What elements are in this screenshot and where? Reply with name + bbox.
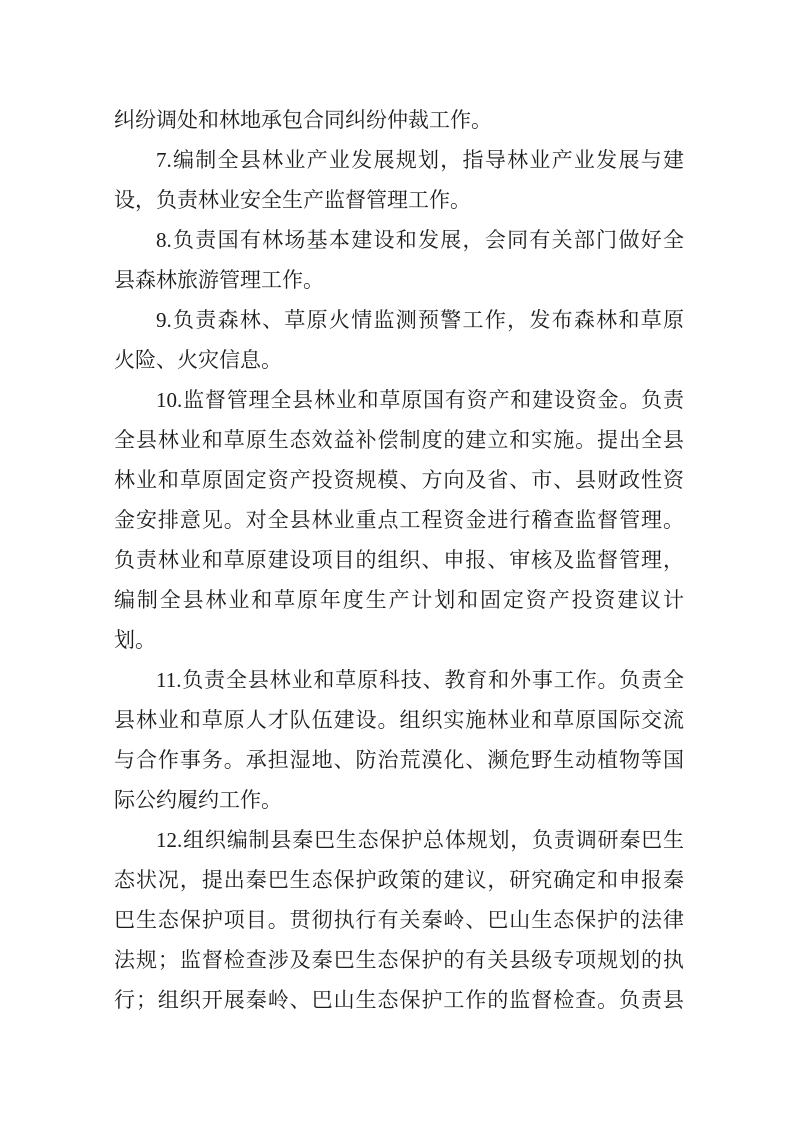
text-line: 编制全县林业和草原年度生产计划和固定资产投资建议计 xyxy=(114,588,684,612)
text-line: 10.监督管理全县林业和草原国有资产和建设资金。负责 xyxy=(156,388,684,412)
text-line: 8.负责国有林场基本建设和发展，会同有关部门做好全 xyxy=(156,228,684,252)
text-line: 12.组织编制县秦巴生态保护总体规划，负责调研秦巴生 xyxy=(156,828,684,852)
text-line: 县林业和草原人才队伍建设。组织实施林业和草原国际交流 xyxy=(114,708,684,732)
text-line: 巴生态保护项目。贯彻执行有关秦岭、巴山生态保护的法律 xyxy=(114,908,684,932)
text-line: 际公约履约工作。 xyxy=(114,788,282,812)
text-line: 与合作事务。承担湿地、防治荒漠化、濒危野生动植物等国 xyxy=(114,748,684,772)
paragraph xyxy=(114,380,684,660)
text-line: 负责林业和草原建设项目的组织、申报、审核及监督管理， xyxy=(114,548,684,572)
text-line: 全县林业和草原生态效益补偿制度的建立和实施。提出全县 xyxy=(114,428,684,452)
text-line: 11.负责全县林业和草原科技、教育和外事工作。负责全 xyxy=(156,668,684,692)
text-line: 林业和草原固定资产投资规模、方向及省、市、县财政性资 xyxy=(114,468,684,492)
text-line: 法规；监督检查涉及秦巴生态保护的有关县级专项规划的执 xyxy=(114,948,684,972)
text-line: 设，负责林业安全生产监督管理工作。 xyxy=(114,188,471,212)
paragraph xyxy=(114,220,684,300)
paragraph xyxy=(114,660,684,820)
paragraph xyxy=(114,820,684,1020)
text-line: 金安排意见。对全县林业重点工程资金进行稽查监督管理。 xyxy=(114,508,684,532)
paragraph xyxy=(114,100,684,140)
text-line: 态状况，提出秦巴生态保护政策的建议，研究确定和申报秦 xyxy=(114,868,684,892)
text-line: 火险、火灾信息。 xyxy=(114,348,282,372)
document-body xyxy=(114,100,684,1020)
text-line: 纠纷调处和林地承包合同纠纷仲裁工作。 xyxy=(114,108,492,132)
text-line: 行；组织开展秦岭、巴山生态保护工作的监督检查。负责县 xyxy=(114,988,684,1012)
paragraph xyxy=(114,300,684,380)
text-line: 县森林旅游管理工作。 xyxy=(114,268,324,292)
paragraph xyxy=(114,140,684,220)
text-line: 划。 xyxy=(114,628,156,652)
text-line: 7.编制全县林业产业发展规划，指导林业产业发展与建 xyxy=(156,148,684,172)
text-line: 9.负责森林、草原火情监测预警工作，发布森林和草原 xyxy=(156,308,684,332)
